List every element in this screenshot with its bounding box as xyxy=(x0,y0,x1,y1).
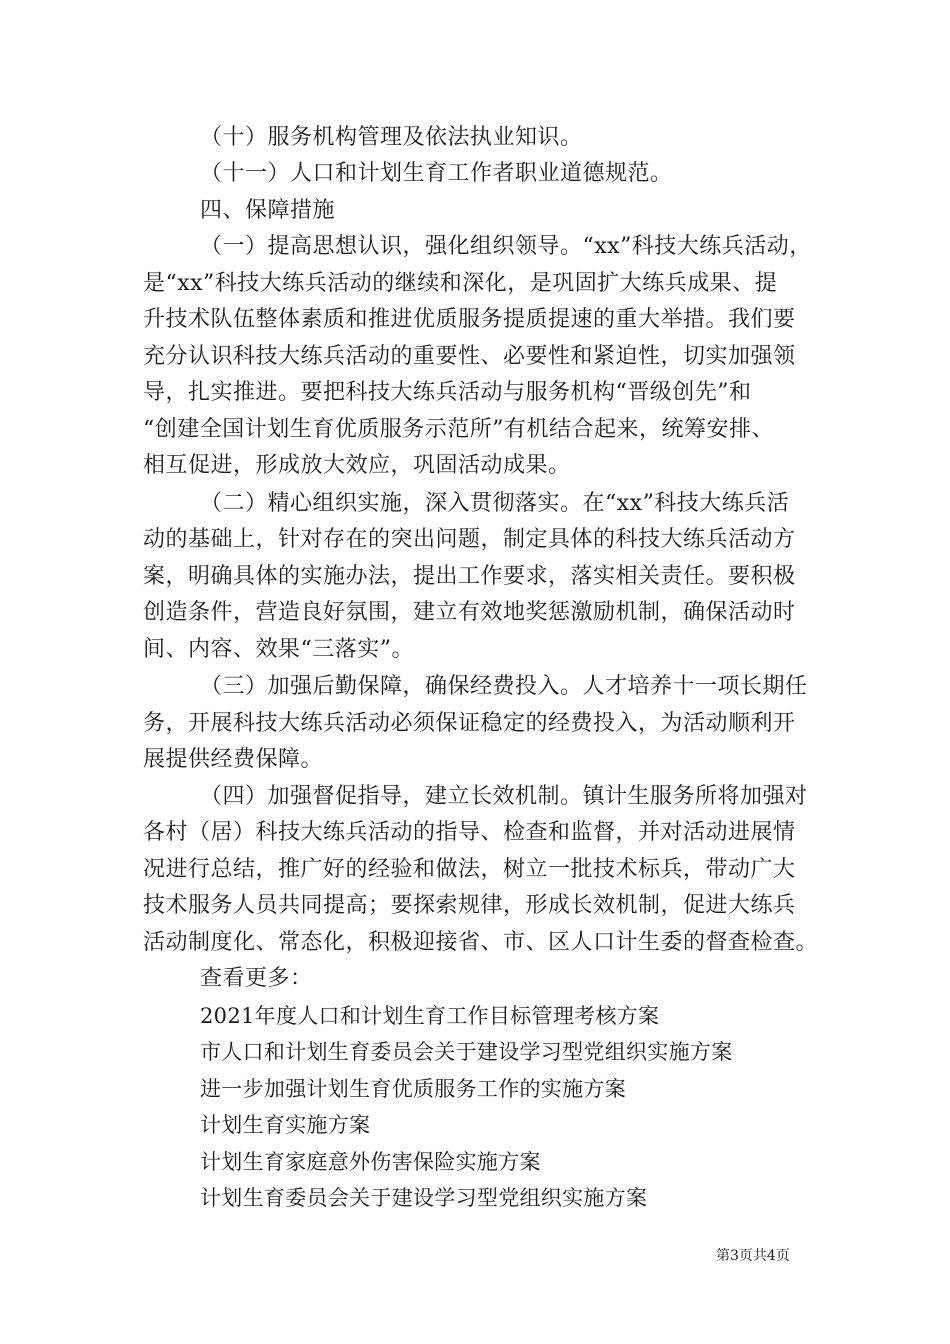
related-link[interactable]: 进一步加强计划生育优质服务工作的实施方案 xyxy=(200,1077,626,1101)
text-line: 技术服务人员共同提高；要探索规律，形成长效机制，促进大练兵 xyxy=(143,893,796,918)
text-line: 创造条件，营造良好氛围，建立有效地奖惩激励机制，确保活动时 xyxy=(143,600,796,625)
text-line: 务，开展科技大练兵活动必须保证稳定的经费投入，为活动顺利开 xyxy=(143,711,796,736)
page-number: 第3页共4页 xyxy=(716,1248,790,1264)
text-line: 展提供经费保障。 xyxy=(143,747,324,772)
related-link[interactable]: 计划生育实施方案 xyxy=(200,1113,371,1137)
text-line: 充分认识科技大练兵活动的重要性、必要性和紧迫性，切实加强领 xyxy=(143,344,796,369)
text-line: 导，扎实推进。要把科技大练兵活动与服务机构“晋级创先”和 xyxy=(143,380,752,405)
related-link[interactable]: 2021年度人口和计划生育工作目标管理考核方案 xyxy=(200,1004,660,1028)
related-link[interactable]: 计划生育家庭意外伤害保险实施方案 xyxy=(200,1150,541,1174)
text-line: （四）加强督促指导，建立长效机制。镇计生服务所将加强对 xyxy=(200,784,808,809)
text-line: （二）精心组织实施，深入贯彻落实。在“xx”科技大练兵活 xyxy=(200,491,790,516)
more-label: 查看更多： xyxy=(200,966,313,991)
section-heading: 四、保障措施 xyxy=(200,198,336,223)
text-line: （三）加强后勤保障，确保经费投入。人才培养十一项长期任 xyxy=(200,674,808,699)
related-link[interactable]: 计划生育委员会关于建设学习型党组织实施方案 xyxy=(200,1186,648,1210)
text-line: 相互促进，形成放大效应，巩固活动成果。 xyxy=(143,453,571,478)
text-line: 是“xx”科技大练兵活动的继续和深化，是巩固扩大练兵成果、提 xyxy=(143,271,778,296)
text-line: （十一）人口和计划生育工作者职业道德规范。 xyxy=(200,161,673,186)
text-line: “创建全国计划生育优质服务示范所”有机结合起来，统筹安排、 xyxy=(143,417,774,442)
related-link[interactable]: 市人口和计划生育委员会关于建设学习型党组织实施方案 xyxy=(200,1040,733,1064)
text-line: 动的基础上，针对存在的突出问题，制定具体的科技大练兵活动方 xyxy=(143,527,796,552)
text-line: （一）提高思想认识，强化组织领导。“xx”科技大练兵活动， xyxy=(200,234,812,259)
text-line: 案，明确具体的实施办法，提出工作要求，落实相关责任。要积极 xyxy=(143,564,796,589)
text-line: （十）服务机构管理及依法执业知识。 xyxy=(200,125,583,150)
text-line: 各村（居）科技大练兵活动的指导、检查和监督，并对活动进展情 xyxy=(143,820,796,845)
text-line: 升技术队伍整体素质和推进优质服务提质提速的重大举措。我们要 xyxy=(143,307,796,332)
text-line: 活动制度化、常态化，积极迎接省、市、区人口计生委的督查检查。 xyxy=(143,930,819,955)
text-line: 况进行总结，推广好的经验和做法，树立一批技术标兵，带动广大 xyxy=(143,857,796,882)
text-line: 间、内容、效果“三落实”。 xyxy=(143,637,414,662)
